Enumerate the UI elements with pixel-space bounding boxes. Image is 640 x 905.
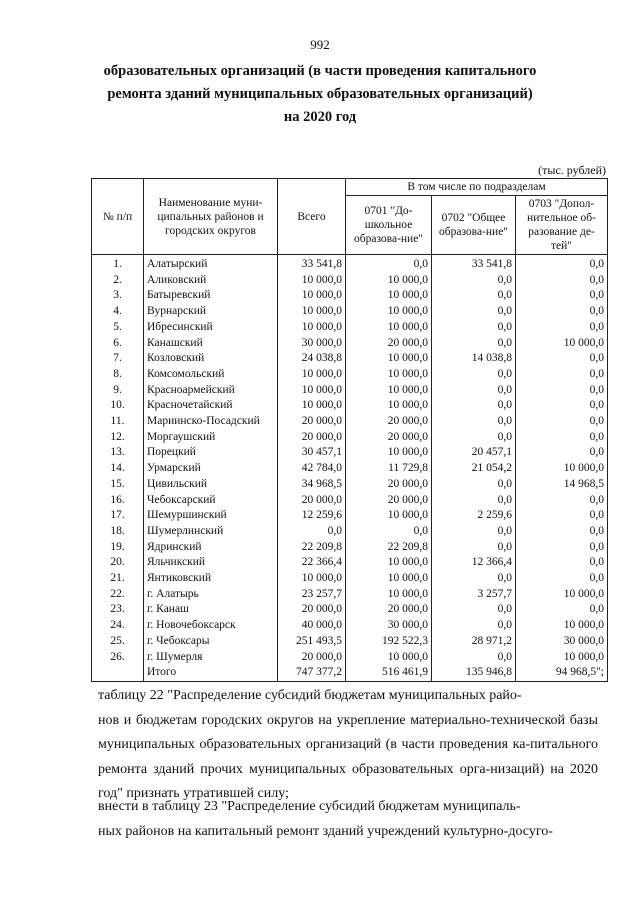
table-row-total bbox=[92, 665, 608, 681]
cell-c1: 10 000,0 bbox=[346, 351, 432, 367]
cell-name: г. Алатырь bbox=[144, 587, 278, 603]
cell-c2: 0,0 bbox=[432, 540, 516, 556]
cell-name: Алатырский bbox=[144, 255, 278, 273]
table-body bbox=[92, 255, 608, 682]
cell-num: 14. bbox=[92, 461, 144, 477]
cell-name: г. Шумерля bbox=[144, 650, 278, 666]
cell-c2: 0,0 bbox=[432, 273, 516, 289]
table-row bbox=[92, 398, 608, 414]
cell-total: 22 366,4 bbox=[278, 555, 346, 571]
table-row bbox=[92, 618, 608, 634]
cell-total: 34 968,5 bbox=[278, 477, 346, 493]
table-row bbox=[92, 524, 608, 540]
table-row bbox=[92, 273, 608, 289]
title-line-3: на 2020 год bbox=[283, 109, 357, 125]
cell-total: 33 541,8 bbox=[278, 255, 346, 273]
cell-c1: 20 000,0 bbox=[346, 414, 432, 430]
cell-num: 12. bbox=[92, 430, 144, 446]
cell-c3: 10 000,0 bbox=[516, 461, 608, 477]
table-row bbox=[92, 320, 608, 336]
cell-name: Батыревский bbox=[144, 288, 278, 304]
table-row bbox=[92, 304, 608, 320]
header-total: Всего bbox=[278, 179, 346, 255]
cell-c2: 14 038,8 bbox=[432, 351, 516, 367]
document-title bbox=[80, 60, 560, 129]
table-row bbox=[92, 477, 608, 493]
table-row bbox=[92, 493, 608, 509]
cell-c1: 20 000,0 bbox=[346, 430, 432, 446]
cell-name: Цивильский bbox=[144, 477, 278, 493]
cell-name: Чебоксарский bbox=[144, 493, 278, 509]
cell-num: 10. bbox=[92, 398, 144, 414]
cell-name: Яльчикский bbox=[144, 555, 278, 571]
cell-c2: 0,0 bbox=[432, 477, 516, 493]
cell-name: Ядринский bbox=[144, 540, 278, 556]
cell-c2: 0,0 bbox=[432, 493, 516, 509]
header-num: № п/п bbox=[92, 179, 144, 255]
cell-c2: 21 054,2 bbox=[432, 461, 516, 477]
cell-num: 26. bbox=[92, 650, 144, 666]
cell-c2: 0,0 bbox=[432, 618, 516, 634]
cell-total: 10 000,0 bbox=[278, 273, 346, 289]
table-row bbox=[92, 288, 608, 304]
paragraph-1-text: нов и бюджетам городских округов на укрепление материально-технической базы муниципальных образовательных организаций (в части проведения ка-питального ремонта зданий прочих муниципальных образовательных орга-низаций) на 2020 год" признать утратившей силу; bbox=[98, 712, 598, 801]
cell-total: 0,0 bbox=[278, 524, 346, 540]
cell-total: 10 000,0 bbox=[278, 304, 346, 320]
cell-c2: 0,0 bbox=[432, 650, 516, 666]
cell-c1: 0,0 bbox=[346, 524, 432, 540]
cell-c1: 10 000,0 bbox=[346, 555, 432, 571]
cell-total: 40 000,0 bbox=[278, 618, 346, 634]
cell-num: 8. bbox=[92, 367, 144, 383]
cell-c2: 135 946,8 bbox=[432, 665, 516, 681]
cell-name: Порецкий bbox=[144, 445, 278, 461]
title-line-1: образовательных организаций (в части проведения капитального bbox=[103, 63, 537, 79]
table-row bbox=[92, 430, 608, 446]
table-row bbox=[92, 255, 608, 273]
cell-c3: 0,0 bbox=[516, 493, 608, 509]
cell-c3: 0,0 bbox=[516, 351, 608, 367]
table-row bbox=[92, 367, 608, 383]
cell-total: 10 000,0 bbox=[278, 288, 346, 304]
cell-c3: 0,0 bbox=[516, 414, 608, 430]
cell-c2: 0,0 bbox=[432, 602, 516, 618]
cell-c3: 0,0 bbox=[516, 540, 608, 556]
cell-c1: 10 000,0 bbox=[346, 445, 432, 461]
cell-total: 12 259,6 bbox=[278, 508, 346, 524]
table-row bbox=[92, 383, 608, 399]
cell-c2: 3 257,7 bbox=[432, 587, 516, 603]
paragraph-1 bbox=[98, 684, 598, 807]
header-sub-0701: 0701 "До-школьное образова-ние" bbox=[346, 196, 432, 255]
cell-c1: 10 000,0 bbox=[346, 367, 432, 383]
cell-total: 10 000,0 bbox=[278, 320, 346, 336]
cell-name: Красноармейский bbox=[144, 383, 278, 399]
cell-c3: 0,0 bbox=[516, 288, 608, 304]
cell-num: 24. bbox=[92, 618, 144, 634]
table-row bbox=[92, 587, 608, 603]
cell-name: Канашский bbox=[144, 336, 278, 352]
cell-c1: 10 000,0 bbox=[346, 398, 432, 414]
cell-num: 19. bbox=[92, 540, 144, 556]
cell-c2: 0,0 bbox=[432, 367, 516, 383]
cell-total: 22 209,8 bbox=[278, 540, 346, 556]
table-row bbox=[92, 555, 608, 571]
cell-c2: 0,0 bbox=[432, 304, 516, 320]
header-sub-0702: 0702 "Общее образова-ние" bbox=[432, 196, 516, 255]
cell-c2: 0,0 bbox=[432, 288, 516, 304]
cell-c3: 0,0 bbox=[516, 445, 608, 461]
cell-total: 747 377,2 bbox=[278, 665, 346, 681]
paragraph-1-first-line: таблицу 22 "Распределение субсидий бюджетам муниципальных райо- bbox=[98, 688, 522, 703]
cell-c1: 10 000,0 bbox=[346, 273, 432, 289]
title-line-2: ремонта зданий муниципальных образовательных организаций) bbox=[107, 86, 533, 102]
cell-num: 23. bbox=[92, 602, 144, 618]
cell-c1: 10 000,0 bbox=[346, 304, 432, 320]
cell-num: 20. bbox=[92, 555, 144, 571]
cell-c3: 0,0 bbox=[516, 524, 608, 540]
cell-num bbox=[92, 665, 144, 681]
cell-c1: 10 000,0 bbox=[346, 288, 432, 304]
cell-name: Козловский bbox=[144, 351, 278, 367]
cell-c2: 0,0 bbox=[432, 571, 516, 587]
cell-c1: 20 000,0 bbox=[346, 336, 432, 352]
cell-c2: 0,0 bbox=[432, 320, 516, 336]
cell-name: Красночетайский bbox=[144, 398, 278, 414]
cell-c3: 0,0 bbox=[516, 320, 608, 336]
cell-c1: 10 000,0 bbox=[346, 320, 432, 336]
cell-total: 24 038,8 bbox=[278, 351, 346, 367]
cell-c1: 20 000,0 bbox=[346, 602, 432, 618]
table-row bbox=[92, 351, 608, 367]
cell-c1: 0,0 bbox=[346, 255, 432, 273]
cell-c3: 0,0 bbox=[516, 398, 608, 414]
table-row bbox=[92, 461, 608, 477]
cell-name: Шумерлинский bbox=[144, 524, 278, 540]
cell-c1: 10 000,0 bbox=[346, 650, 432, 666]
cell-c3: 14 968,5 bbox=[516, 477, 608, 493]
cell-c2: 0,0 bbox=[432, 336, 516, 352]
cell-c2: 2 259,6 bbox=[432, 508, 516, 524]
cell-c3: 0,0 bbox=[516, 383, 608, 399]
cell-c2: 20 457,1 bbox=[432, 445, 516, 461]
cell-name: Шемуршинский bbox=[144, 508, 278, 524]
cell-c3: 94 968,5"; bbox=[516, 665, 608, 681]
cell-num: 13. bbox=[92, 445, 144, 461]
table-row bbox=[92, 336, 608, 352]
cell-num: 3. bbox=[92, 288, 144, 304]
cell-num: 9. bbox=[92, 383, 144, 399]
cell-c1: 22 209,8 bbox=[346, 540, 432, 556]
cell-total: 20 000,0 bbox=[278, 493, 346, 509]
cell-total: 20 000,0 bbox=[278, 650, 346, 666]
cell-num: 25. bbox=[92, 634, 144, 650]
table-row bbox=[92, 602, 608, 618]
cell-c1: 11 729,8 bbox=[346, 461, 432, 477]
cell-total: 251 493,5 bbox=[278, 634, 346, 650]
table-row bbox=[92, 508, 608, 524]
cell-c2: 0,0 bbox=[432, 430, 516, 446]
cell-c1: 192 522,3 bbox=[346, 634, 432, 650]
cell-c3: 0,0 bbox=[516, 367, 608, 383]
cell-num: 22. bbox=[92, 587, 144, 603]
cell-c2: 0,0 bbox=[432, 524, 516, 540]
cell-total: 20 000,0 bbox=[278, 414, 346, 430]
cell-c2: 28 971,2 bbox=[432, 634, 516, 650]
cell-num: 17. bbox=[92, 508, 144, 524]
cell-c3: 0,0 bbox=[516, 273, 608, 289]
cell-num: 16. bbox=[92, 493, 144, 509]
table-row bbox=[92, 571, 608, 587]
subsidy-table bbox=[91, 178, 608, 682]
cell-name: г. Чебоксары bbox=[144, 634, 278, 650]
table-row bbox=[92, 650, 608, 666]
cell-num: 11. bbox=[92, 414, 144, 430]
cell-total: 10 000,0 bbox=[278, 398, 346, 414]
cell-num: 18. bbox=[92, 524, 144, 540]
cell-c2: 0,0 bbox=[432, 398, 516, 414]
cell-num: 15. bbox=[92, 477, 144, 493]
cell-total: 42 784,0 bbox=[278, 461, 346, 477]
cell-name: г. Новочебоксарск bbox=[144, 618, 278, 634]
header-group: В том числе по подразделам bbox=[346, 179, 608, 196]
cell-c3: 0,0 bbox=[516, 555, 608, 571]
cell-total: 30 457,1 bbox=[278, 445, 346, 461]
units-label: (тыс. рублей) bbox=[538, 163, 606, 177]
cell-num: 4. bbox=[92, 304, 144, 320]
cell-c1: 30 000,0 bbox=[346, 618, 432, 634]
paragraph-2-first-line: внести в таблицу 23 "Распределение субсидий бюджетам муниципаль- bbox=[98, 799, 521, 814]
cell-c3: 0,0 bbox=[516, 508, 608, 524]
header-name: Наименование муни-ципальных районов и городских округов bbox=[144, 179, 278, 255]
cell-c1: 10 000,0 bbox=[346, 571, 432, 587]
table-row bbox=[92, 445, 608, 461]
paragraph-2 bbox=[98, 795, 598, 844]
cell-c1: 516 461,9 bbox=[346, 665, 432, 681]
cell-c3: 10 000,0 bbox=[516, 618, 608, 634]
cell-c3: 0,0 bbox=[516, 430, 608, 446]
cell-total: 30 000,0 bbox=[278, 336, 346, 352]
cell-c1: 10 000,0 bbox=[346, 587, 432, 603]
cell-total: 23 257,7 bbox=[278, 587, 346, 603]
cell-name: Моргаушский bbox=[144, 430, 278, 446]
cell-c3: 0,0 bbox=[516, 255, 608, 273]
cell-c1: 20 000,0 bbox=[346, 477, 432, 493]
cell-c2: 12 366,4 bbox=[432, 555, 516, 571]
cell-total: 20 000,0 bbox=[278, 430, 346, 446]
cell-c2: 0,0 bbox=[432, 414, 516, 430]
table-row bbox=[92, 540, 608, 556]
cell-name: Янтиковский bbox=[144, 571, 278, 587]
cell-total: 10 000,0 bbox=[278, 571, 346, 587]
cell-num: 21. bbox=[92, 571, 144, 587]
cell-name: Аликовский bbox=[144, 273, 278, 289]
cell-c3: 0,0 bbox=[516, 571, 608, 587]
cell-c1: 20 000,0 bbox=[346, 493, 432, 509]
header-sub-0703: 0703 "Допол-нительное об-разование де-тей" bbox=[516, 196, 608, 255]
table-row bbox=[92, 414, 608, 430]
cell-num: 5. bbox=[92, 320, 144, 336]
cell-c3: 10 000,0 bbox=[516, 650, 608, 666]
cell-total: 10 000,0 bbox=[278, 367, 346, 383]
cell-c3: 10 000,0 bbox=[516, 587, 608, 603]
cell-name: Вурнарский bbox=[144, 304, 278, 320]
cell-c3: 0,0 bbox=[516, 602, 608, 618]
table-row bbox=[92, 634, 608, 650]
cell-name: г. Канаш bbox=[144, 602, 278, 618]
cell-name: Ибресинский bbox=[144, 320, 278, 336]
cell-total: 20 000,0 bbox=[278, 602, 346, 618]
cell-name: Урмарский bbox=[144, 461, 278, 477]
cell-c2: 0,0 bbox=[432, 383, 516, 399]
cell-c3: 30 000,0 bbox=[516, 634, 608, 650]
cell-num: 6. bbox=[92, 336, 144, 352]
paragraph-2-text: ных районов на капитальный ремонт зданий учреждений культурно-досуго- bbox=[98, 823, 553, 839]
cell-num: 7. bbox=[92, 351, 144, 367]
cell-name: Итого bbox=[144, 665, 278, 681]
cell-c3: 0,0 bbox=[516, 304, 608, 320]
cell-name: Мариинско-Посадский bbox=[144, 414, 278, 430]
cell-total: 10 000,0 bbox=[278, 383, 346, 399]
cell-c1: 10 000,0 bbox=[346, 508, 432, 524]
cell-c1: 10 000,0 bbox=[346, 383, 432, 399]
cell-num: 2. bbox=[92, 273, 144, 289]
page-number: 992 bbox=[310, 37, 330, 52]
cell-name: Комсомольский bbox=[144, 367, 278, 383]
cell-num: 1. bbox=[92, 255, 144, 273]
cell-c3: 10 000,0 bbox=[516, 336, 608, 352]
cell-c2: 33 541,8 bbox=[432, 255, 516, 273]
